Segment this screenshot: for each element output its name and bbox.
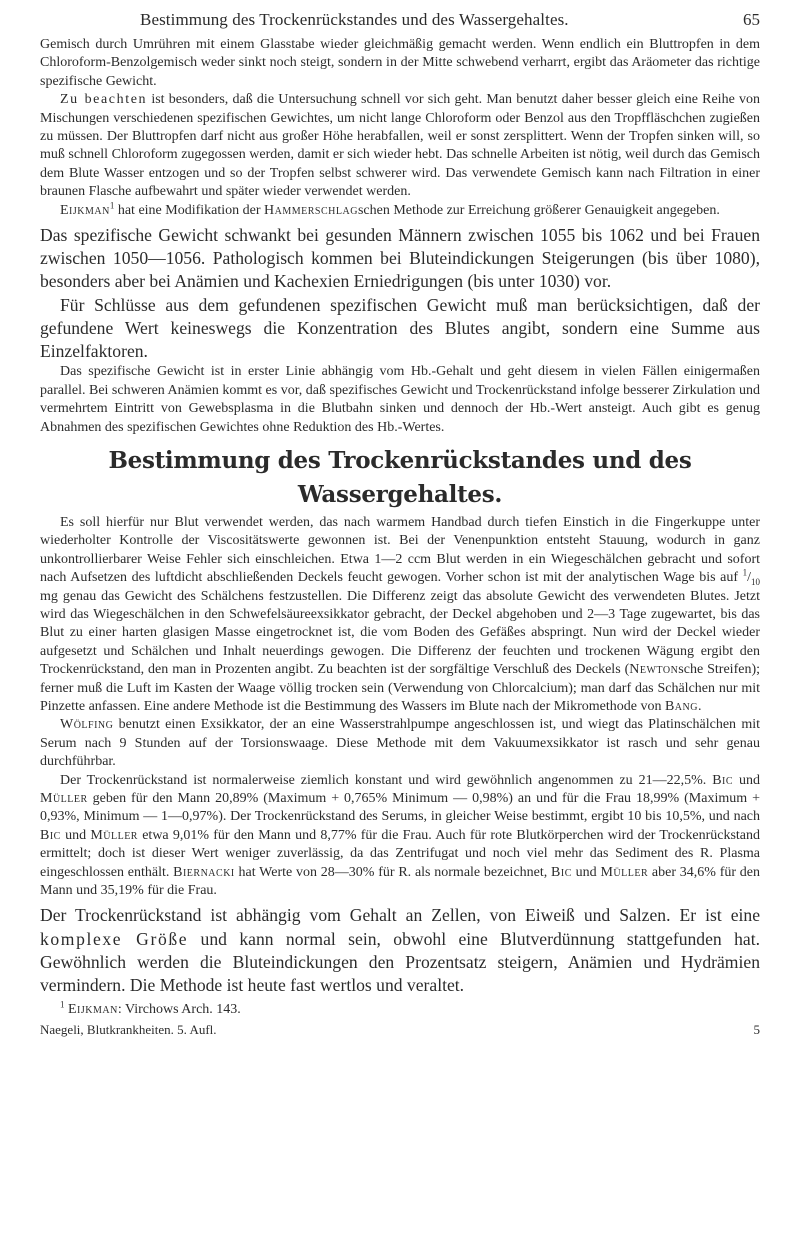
paragraph-2 bbox=[40, 91, 760, 201]
paragraph-8 bbox=[40, 716, 760, 771]
footnote-reference: 1 bbox=[109, 200, 115, 210]
paragraph-1 bbox=[40, 36, 760, 91]
conjunction: und bbox=[571, 864, 601, 880]
footnote bbox=[40, 1001, 760, 1019]
book-page bbox=[40, 6, 760, 1039]
paragraph-10-text-b: und kann normal sein, obwohl eine Blutverdünnung stattgefunden hat. Gewöhnlich werden die Bluteindickungen den Prozentsatz steigern, Anämien und Hydrämien vermindern. Die Methode ist heute fast wertlos und veraltet. bbox=[40, 928, 761, 996]
paragraph-8-text: benutzt einen Exsikkator, der an eine Wasserstrahlpumpe angeschlossen ist, und wiegt das Platinschälchen mit Serum nach 9 Stunden auf der Torsionswaage. Diese Methode mit dem Vakuumexsikkator ist rasch und sehr genau durchführbar. bbox=[40, 717, 760, 770]
author-name: Müller bbox=[90, 827, 138, 843]
paragraph-5-text: Für Schlüsse aus dem gefundenen spezifischen Gewicht muß man berücksichtigen, daß der gefundene Wert keineswegs die Konzentration des Blutes angibt, sondern eine Summe aus Einzelfaktoren. bbox=[40, 294, 760, 362]
conjunction: und bbox=[733, 772, 760, 788]
footnote-text: : Virchows Arch. 143. bbox=[117, 1002, 241, 1018]
paragraph-6 bbox=[40, 363, 760, 437]
footer-source: Naegeli, Blutkrankheiten. 5. Aufl. bbox=[40, 1022, 217, 1038]
running-title: Bestimmung des Trockenrückstandes und des Wassergehaltes. bbox=[140, 10, 569, 29]
running-header bbox=[40, 6, 760, 34]
paragraph-3-text-b: schen Methode zur Erreichung größerer Genauigkeit angegeben. bbox=[357, 202, 720, 218]
paragraph-4-emphasis bbox=[40, 224, 760, 294]
paragraph-4-text: Das spezifische Gewicht schwankt bei gesunden Männern zwischen 1055 bis 1062 und bei Frauen zwischen 1050—1056. Pathologisch kommen bei Bluteindickungen Steigerungen (bis über 1080), besonders aber bei Anämien und Kachexien Erniedrigungen (bis unter 1030) vor. bbox=[40, 225, 760, 292]
paragraph-1-text: Gemisch durch Umrühren mit einem Glasstabe wieder gleichmäßig gemacht werden. Wenn endlich ein Bluttropfen in dem Chloroform-Benzolgemisch weder sinkt noch steigt, sondern in der Mitte schwebend verharrt, ergibt das Aräometer das richtige spezifische Gewicht. bbox=[40, 37, 760, 89]
footnote-author: Eijkman bbox=[68, 1002, 118, 1018]
paragraph-7: Es soll hierfür nur Blut verwendet werden, das nach warmem Handbad durch tiefen Einstich in die Fingerkuppe unter wiederholter Kontrolle der Viscositätswerte gewonnen ist. Bei der Venenpunktion entsteht Stauung, wodurch in ganz unkontrollierbarer Weise Fehler sich einschleichen. Etwa 1—2 ccm Blut werden in ein Wiegeschälchen gebracht und sofort nach Aufsetzen des luftdicht abschließenden Deckels feucht gewogen. Vorher schon ist mit der analytischen Wage bis auf $^1/_{10}$ mg genau das Gewicht des Schälchens festzustellen. Die Differenz zeigt das absolute Gewicht des verwendeten Blutes. Jetzt wird das Wiegeschälchen in den Schwefelsäureexsikkator gebracht, der Deckel abgehoben und 2—3 Tage zugewartet, bis das Blut zu einer harten glasigen Masse eingetrocknet ist, die vom Boden des Gefäßes abspringt. Nun wird der Deckel wieder aufgesetzt und Schälchen und Inhalt neuerdings gewogen. Die Differenz der feuchten und trockenen Wägung ergibt den Trockenrückstand, den man in Prozenten angibt. Zu beachten ist der sorgfältige Verschluß des Deckels (Newtonsche Streifen); ferner muß die Luft im Kasten der Waage völlig trocken sein (Verwendung von Chlorcalcium); man darf das Schälchen nur mit Pinzette anfassen. Eine andere Methode ist die Bestimmung des Wassers im Blute nach der Mikromethode von Bang. bbox=[40, 514, 760, 714]
section-heading: Bestimmung des Trockenrückstandes und des Wassergehaltes. bbox=[108, 446, 692, 508]
author-name: Biernacki bbox=[173, 864, 235, 880]
paragraph-7-text-c: sche Streifen); ferner muß die Luft im Kasten der Waage völlig trocken sein (Verwendung von Chlorcalcium); man darf das Schälchen nur mit Pinzette anfassen. Eine andere Methode ist die Bestimmung des Wassers im Blute nach der Mikromethode von bbox=[40, 662, 760, 714]
author-name: Bic bbox=[551, 864, 572, 880]
paragraph-7-text-b: mg genau das Gewicht des Schälchens festzustellen. Die Differenz zeigt das absolute Gewicht des verwendeten Blutes. Jetzt wird das Wiegeschälchen in den Schwefelsäureexsikkator gebracht, der Deckel abgehoben und 2—3 Tage zugewartet, bis das Blut zu einer harten glasigen Masse eingetrocknet ist, die vom Boden des Gefäßes abspringt. Nun wird der Deckel wieder aufgesetzt und Schälchen und Inhalt neuerdings gewogen. Die Differenz der feuchten und trockenen Wägung ergibt den Trockenrückstand, den man in Prozenten angibt. Zu beachten ist der sorgfältige Verschluß des Deckels ( bbox=[40, 588, 760, 678]
paragraph-9-text-c: etwa 9,01% für den Mann und 8,77% für die Frau. Auch für rote Blutkörperchen wird der Trockenrückstand ermittelt; doch ist dieser Wert weniger zuverlässig, da das Zentrifugat und noch viel mehr das Sediment des R. Plasma eingeschlossen enthält. bbox=[40, 827, 760, 880]
author-name: Bic bbox=[40, 827, 61, 843]
spaced-emphasis: komplexe Größe bbox=[40, 928, 189, 949]
paragraph-9-text-d: hat Werte von 28—30% für R. als normale bezeichnet, bbox=[234, 864, 552, 880]
author-name: Müller bbox=[40, 791, 88, 806]
page-footer bbox=[40, 1021, 760, 1039]
paragraph-7-text-a: Es soll hierfür nur Blut verwendet werden, das nach warmem Handbad durch tiefen Einstich in die Fingerkuppe unter wiederholter Kontrolle der Viscositätswerte gewonnen ist. Bei der Venenpunktion entsteht Stauung, wodurch in ganz unkontrollierbarer Weise Fehler sich einschleichen. Etwa 1—2 ccm Blut werden in ein Wiegeschälchen gebracht und sofort nach Aufsetzen des luftdicht abschließenden Deckels feucht gewogen. Vorher schon ist mit der analytischen Wage bis auf bbox=[40, 514, 760, 586]
paragraph-5-emphasis bbox=[40, 294, 760, 364]
paragraph-2-text: ist besonders, daß die Untersuchung schnell vor sich geht. Man benutzt daher besser gleich eine Reihe von Mischungen verschiedenen spezifischen Gewichtes, um nicht lange Chloroform oder Benzol aus den Tropffläschchen zugießen zu müssen. Der Bluttropfen darf nicht aus großer Höhe herabfallen, weil er sonst zersplittert. Wenn der Tropfen sinken will, so muß schnell Chloroform zugegossen werden, damit er sich wieder hebt. Das schnelle Arbeiten ist nötig, weil durch das Gemisch dem Blute Wasser entzogen und so der Tropfen selbst schwerer wird. Das verwendete Gemisch kann nach Filtration in einer braunen Flasche aufbewahrt und später wieder verwendet werden. bbox=[40, 92, 760, 200]
paragraph-7-text-d: . bbox=[697, 698, 702, 714]
paragraph-3 bbox=[40, 202, 760, 220]
author-name: Wölfing bbox=[60, 717, 114, 733]
author-name: Newton bbox=[629, 662, 679, 678]
fraction-numerator: 1 bbox=[742, 567, 748, 578]
spaced-emphasis: Zu beachten bbox=[60, 92, 148, 108]
paragraph-3-text-a: hat eine Modifikation der bbox=[114, 202, 265, 218]
paragraph-10-text-a: Der Trockenrückstand ist abhängig vom Gehalt an Zellen, von Eiweiß und Salzen. Er ist eine bbox=[40, 905, 760, 926]
author-name: Bang bbox=[664, 698, 698, 714]
author-name: Eijkman bbox=[60, 202, 110, 218]
footnote-mark: 1 bbox=[60, 999, 65, 1010]
paragraph-9-text-b: geben für den Mann 20,89% (Maximum + 0,765% Minimum — 0,98%) an und für die Frau 18,99% (Maximum + 0,93%, Minimum — 1—0,97%). Der Trockenrückstand des Serums, in gleicher Weise bestimmt, ergibt 10 bis 10,5%, und nach bbox=[40, 791, 760, 825]
paragraph-10-emphasis bbox=[40, 904, 760, 997]
paragraph-9 bbox=[40, 772, 760, 901]
fraction-denominator: 10 bbox=[751, 576, 760, 587]
author-name: Hammerschlag bbox=[264, 202, 358, 218]
page-body bbox=[40, 36, 760, 1039]
paragraph-6-text: Das spezifische Gewicht ist in erster Linie abhängig vom Hb.-Gehalt und geht diesem in vielen Fällen einigermaßen parallel. Bei schweren Anämien kommt es vor, daß spezifisches Gewicht und Trockenrückstand infolge besserer Zirkulation und vermehrtem Eintritt von Gewebsplasma in die Blutbahn sinken und dennoch der Hb.-Wert ansteigt. Auch gibt es genug Abnahmen des spezifischen Gewichtes ohne Reduktion des Hb.-Wertes. bbox=[40, 364, 760, 435]
paragraph-9-text-e: aber 34,6% für den Mann und 35,19% für die Frau. bbox=[40, 864, 761, 899]
author-name: Müller bbox=[600, 864, 649, 880]
signature-mark: 5 bbox=[753, 1022, 760, 1038]
page-number: 65 bbox=[743, 10, 760, 29]
author-name: Bic bbox=[712, 772, 734, 788]
conjunction: und bbox=[60, 827, 91, 843]
paragraph-9-text-a: Der Trockenrückstand ist normalerweise ziemlich konstant und wird gewöhnlich angenommen zu 21—22,5%. bbox=[60, 772, 713, 788]
